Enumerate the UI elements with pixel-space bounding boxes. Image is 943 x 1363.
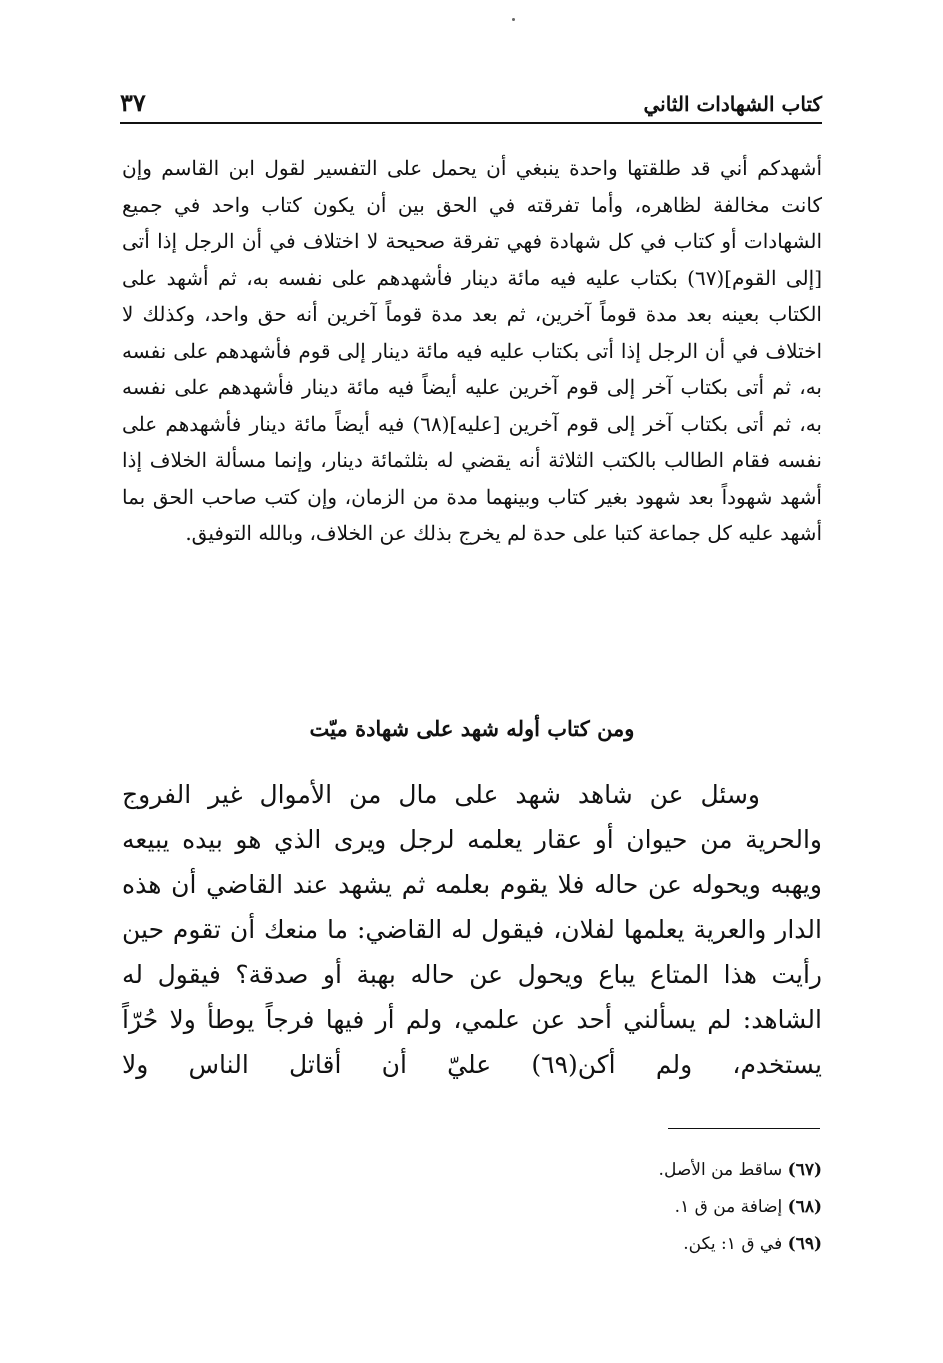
running-title: كتاب الشهادات الثاني: [643, 92, 822, 116]
body-paragraph-1: أشهدكم أني قد طلقتها واحدة ينبغي أن يحمل على التفسير لقول ابن القاسم وإن كانت مخالفة لظاهره، وأما تفرقته في الحق بين أن يكون كتاب واحد في جميع الشهادات أو كتاب في كل شهادة فهي تفرقة صحيحة لا اختلاف في أن الرجل إذا أتى [إلى القوم](٦٧) بكتاب عليه فيه مائة دينار فأشهدهم على نفسه به، ثم أشهد على الكتاب بعينه بعد مدة قوماً آخرين، ثم بعد مدة قوماً آخرين أنه حق واحد، وكذلك لا اختلاف في أن الرجل إذا أتى بكتاب عليه فيه مائة دينار إلى قوم فأشهدهم على نفسه به، ثم أتى بكتاب آخر إلى قوم آخرين عليه أيضاً فيه مائة دينار فأشهدهم على نفسه به، ثم أتى بكتاب آخر إلى قوم آخرين [عليه](٦٨) فيه أيضاً مائة دينار فأشهدهم على نفسه فقام الطالب بالكتب الثلاثة أنه يقضي له بثلثمائة دينار، وإنما مسألة الخلاف إذا أشهد شهوداً بعد شهود بغير كتاب وبينهما مدة من الزمان، وإن كتب صاحب الحق بما أشهد عليه كل جماعة كتبا على حدة لم يخرج بذلك عن الخلاف، وبالله التوفيق.: [122, 156, 823, 545]
footnote-number: (٦٨): [787, 1197, 822, 1217]
footnote-text: إضافة من ق ١.: [674, 1197, 783, 1217]
footnote-separator: [668, 1128, 820, 1129]
page-number: ٣٧: [120, 88, 146, 117]
running-header: [120, 88, 822, 124]
footnotes-list: [122, 1152, 822, 1263]
scan-speck: [512, 18, 515, 21]
footnote-item: [122, 1226, 822, 1263]
footnote-number: (٦٧): [787, 1160, 822, 1180]
section-heading: ومن كتاب أوله شهد على شهادة ميّت: [309, 716, 635, 741]
footnote-text: في ق ١: يكن.: [683, 1234, 783, 1254]
footnote-item: [122, 1189, 822, 1226]
footnote-number: (٦٩): [787, 1234, 822, 1254]
footnote-text: ساقط من الأصل.: [658, 1160, 783, 1180]
body-paragraph-2: وسئل عن شاهد شهد على مال من الأموال غير الفروج والحرية من حيوان أو عقار يعلمه لرجل ويرى الذي هو بيده يبيعه ويهبه ويحوله عن حاله فلا يقوم بعلمه ثم يشهد عند القاضي أن هذه الدار والعرية يعلمها لفلان، فيقول له القاضي: ما منعك أن تقوم حين رأيت هذا المتاع يباع ويحول عن حاله بهبة أو صدقة؟ فيقول له الشاهد: لم يسألني أحد عن علمي، ولم أر فيها فرجاً يوطأ ولا حُرّاً يستخدم، ولم أكن(٦٩) عليّ أن أقاتل الناس ولا: [122, 780, 822, 1079]
footnote-item: [122, 1152, 822, 1189]
